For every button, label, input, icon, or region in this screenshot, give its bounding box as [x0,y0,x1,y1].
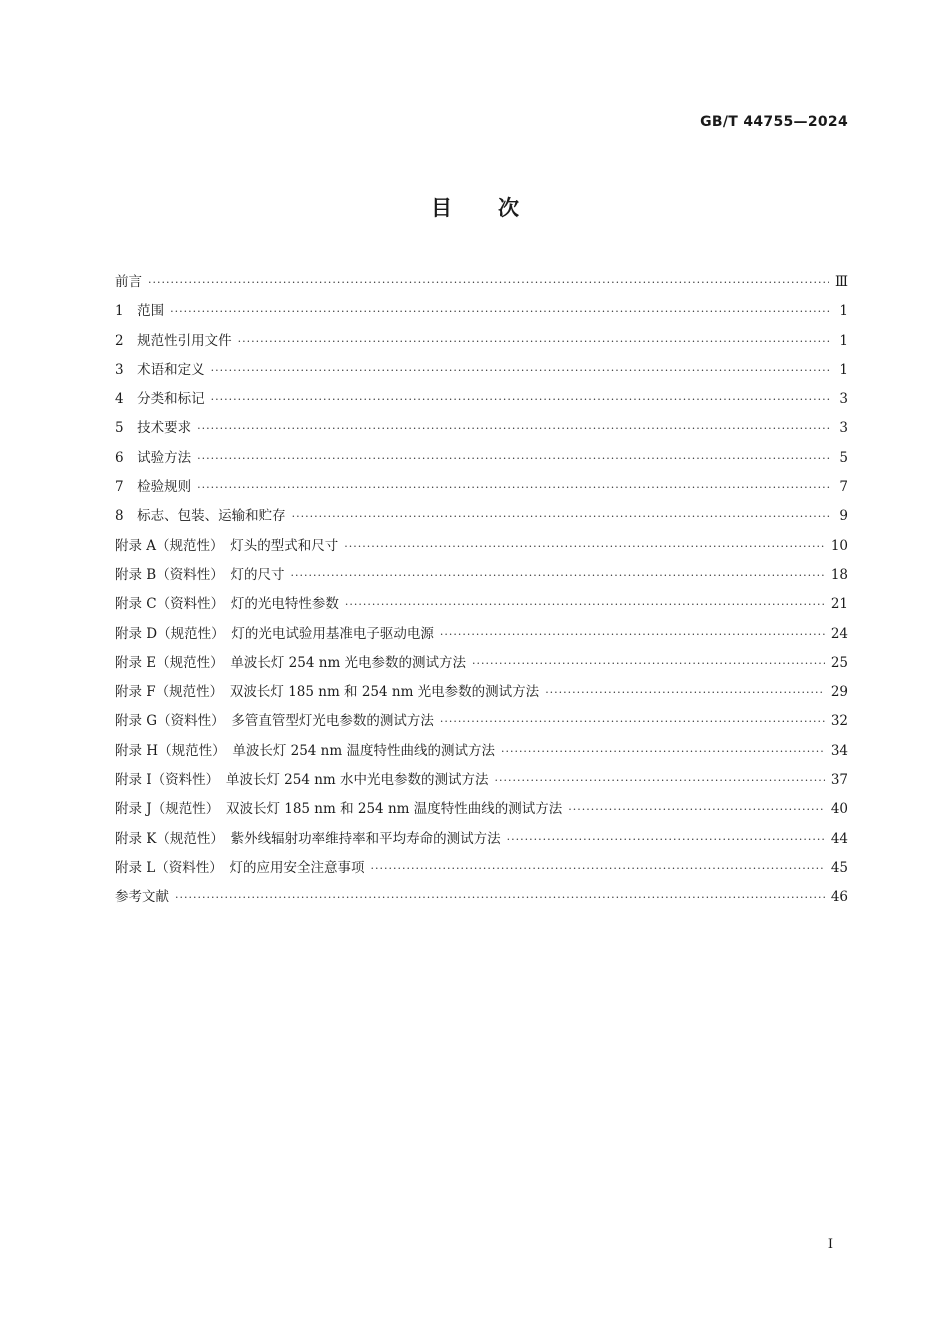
toc-entry[interactable] [115,856,848,885]
toc-entry-page: 5 [839,449,848,466]
toc-entry-page: 34 [830,742,848,759]
toc-entry-title: 4 分类和标记 [115,391,205,408]
toc-entry[interactable] [115,416,848,445]
toc-dot-leader [568,803,825,816]
toc-entry[interactable] [115,739,848,768]
toc-entry-title: 前言 [115,274,142,290]
toc-entry[interactable] [115,387,848,416]
toc-entry-title: 附录 J（规范性） 双波长灯 185 nm 和 254 nm 温度特性曲线的测试方法 [115,801,563,818]
toc-entry[interactable] [115,680,848,709]
toc-entry[interactable] [115,797,848,826]
toc-entry-title: 附录 K（规范性） 紫外线辐射功率维持率和平均寿命的测试方法 [115,830,501,847]
toc-entry-title: 附录 H（规范性） 单波长灯 254 nm 温度特性曲线的测试方法 [115,742,495,759]
toc-entry-page: Ⅲ [834,274,848,290]
toc-entry-title: 8 标志、包装、运输和贮存 [115,508,286,525]
toc-entry-page: 3 [839,420,848,437]
toc-entry-page: 40 [830,801,848,818]
toc-entry[interactable] [115,358,848,387]
toc-dot-leader [344,540,825,553]
toc-entry-page: 44 [830,830,848,847]
toc-dot-leader [545,686,825,699]
toc-entry[interactable] [115,709,848,738]
toc-entry[interactable] [115,504,848,533]
toc-dot-leader [238,335,830,348]
toc-entry-page: 1 [839,303,848,320]
toc-dot-leader [211,364,830,377]
toc-entry-title: 附录 A（规范性） 灯头的型式和尺寸 [115,537,339,554]
toc-entry[interactable] [115,534,848,563]
toc-entry-page: 32 [830,713,848,730]
toc-dot-leader [197,452,830,465]
toc-entry-title: 附录 E（规范性） 单波长灯 254 nm 光电参数的测试方法 [115,654,467,671]
toc-entry-title: 7 检验规则 [115,479,192,496]
toc-entry[interactable] [115,622,848,651]
page-title: 目次 [431,196,565,220]
toc-dot-leader [292,510,830,523]
toc-entry-page: 45 [830,859,848,876]
toc-dot-leader [170,305,830,318]
toc-entry-title: 附录 C（资料性） 灯的光电特性参数 [115,596,339,613]
toc-dot-leader [440,715,825,728]
toc-dot-leader [371,862,825,875]
toc-entry-page: 46 [830,889,848,906]
toc-entry-title: 5 技术要求 [115,420,192,437]
toc-entry-page: 3 [839,391,848,408]
toc-entry-page: 24 [830,625,848,642]
toc-dot-leader [440,628,825,641]
toc-entry[interactable] [115,885,848,914]
toc-entry-title: 附录 I（资料性） 单波长灯 254 nm 水中光电参数的测试方法 [115,772,489,789]
toc-entry-title: 参考文献 [115,889,169,906]
toc-entry[interactable] [115,827,848,856]
table-of-contents [115,270,848,915]
toc-entry[interactable] [115,329,848,358]
toc-entry-title: 2 规范性引用文件 [115,332,232,349]
toc-entry-title: 附录 D（规范性） 灯的光电试验用基准电子驱动电源 [115,625,434,642]
toc-dot-leader [197,422,830,435]
toc-dot-leader [345,598,825,611]
toc-entry-page: 29 [830,684,848,701]
toc-entry-page: 10 [830,537,848,554]
page-number: I [827,1237,833,1252]
toc-entry-page: 25 [830,654,848,671]
toc-dot-leader [472,657,825,670]
toc-entry[interactable] [115,475,848,504]
toc-entry[interactable] [115,446,848,475]
toc-entry[interactable] [115,768,848,797]
toc-entry-page: 37 [830,772,848,789]
toc-entry-title: 附录 B（资料性） 灯的尺寸 [115,566,285,583]
toc-entry-title: 1 范围 [115,303,165,320]
toc-entry-page: 1 [839,332,848,349]
toc-entry-page: 18 [830,566,848,583]
toc-dot-leader [495,774,825,787]
toc-entry-title: 3 术语和定义 [115,361,205,378]
toc-entry-title: 附录 G（资料性） 多管直管型灯光电参数的测试方法 [115,713,434,730]
toc-entry-page: 9 [839,508,848,525]
standard-code: GB/T 44755—2024 [700,114,848,130]
toc-entry-page: 7 [839,479,848,496]
toc-dot-leader [501,745,825,758]
toc-entry-page: 21 [830,596,848,613]
toc-dot-leader [175,891,825,904]
toc-entry[interactable] [115,270,848,299]
toc-dot-leader [290,569,824,582]
toc-entry-title: 6 试验方法 [115,449,192,466]
toc-entry-title: 附录 L（资料性） 灯的应用安全注意事项 [115,859,365,876]
toc-dot-leader [197,481,830,494]
toc-entry[interactable] [115,592,848,621]
toc-entry[interactable] [115,299,848,328]
toc-entry-title: 附录 F（规范性） 双波长灯 185 nm 和 254 nm 光电参数的测试方法 [115,684,540,701]
toc-dot-leader [211,393,830,406]
toc-dot-leader [148,276,829,289]
toc-entry[interactable] [115,651,848,680]
toc-entry-page: 1 [839,361,848,378]
toc-dot-leader [507,833,825,846]
toc-entry[interactable] [115,563,848,592]
